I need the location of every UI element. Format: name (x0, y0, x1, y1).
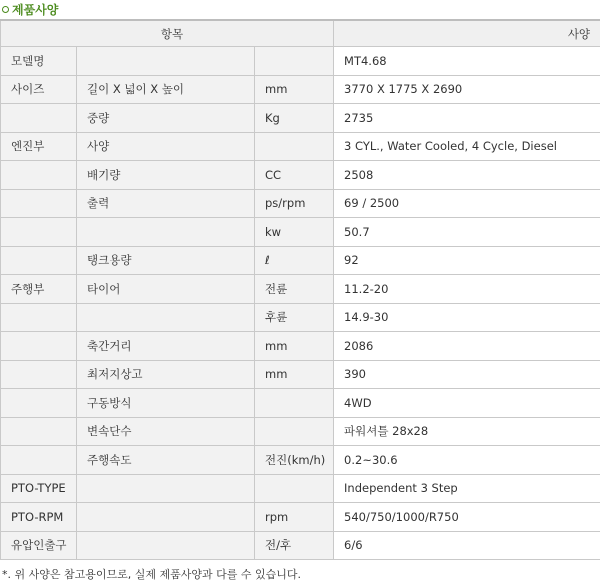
row-c2-cell: 타이어 (77, 275, 255, 304)
row-c2-cell: 길이 X 넓이 X 높이 (77, 75, 255, 104)
row-c1-cell: 엔진부 (1, 132, 77, 161)
row-value-cell: 2735 (334, 104, 600, 133)
header-spec: 사양 (334, 20, 600, 47)
row-c3-cell: 전/후 (255, 531, 334, 560)
row-c3-cell (255, 389, 334, 418)
row-c3-cell: mm (255, 75, 334, 104)
row-value-cell: Independent 3 Step (334, 474, 600, 503)
table-row (1, 503, 600, 532)
table-row (1, 303, 600, 332)
row-c2-cell: 사양 (77, 132, 255, 161)
row-value-cell: 파워셔틀 28x28 (334, 417, 600, 446)
row-value-cell: 4WD (334, 389, 600, 418)
row-c2-cell: 주행속도 (77, 446, 255, 475)
row-c1-cell: PTO-RPM (1, 503, 77, 532)
row-c1-cell (1, 161, 77, 190)
table-row (1, 132, 600, 161)
table-row (1, 47, 600, 76)
row-value-cell: 540/750/1000/R750 (334, 503, 600, 532)
section-title-text: 제품사양 (12, 3, 59, 17)
row-value-cell: 2086 (334, 332, 600, 361)
table-row (1, 189, 600, 218)
row-c1-cell: 유압인출구 (1, 531, 77, 560)
row-c3-cell (255, 474, 334, 503)
row-c1-cell (1, 360, 77, 389)
row-c3-cell: mm (255, 332, 334, 361)
row-c1-cell (1, 332, 77, 361)
row-c2-cell: 최저지상고 (77, 360, 255, 389)
row-c3-cell: kw (255, 218, 334, 247)
row-c1-cell (1, 246, 77, 275)
row-c2-cell (77, 47, 255, 76)
row-value-cell: 3 CYL., Water Cooled, 4 Cycle, Diesel (334, 132, 600, 161)
table-row (1, 332, 600, 361)
row-c3-cell: 전진(km/h) (255, 446, 334, 475)
spec-table (0, 19, 600, 560)
row-c3-cell (255, 417, 334, 446)
row-c1-cell (1, 389, 77, 418)
row-c2-cell: 축간거리 (77, 332, 255, 361)
row-value-cell: 50.7 (334, 218, 600, 247)
row-value-cell: 14.9-30 (334, 303, 600, 332)
section-title (2, 2, 58, 18)
table-row (1, 104, 600, 133)
table-row (1, 275, 600, 304)
table-row (1, 360, 600, 389)
circle-bullet-icon (2, 6, 9, 13)
table-row (1, 161, 600, 190)
table-row (1, 389, 600, 418)
table-row (1, 531, 600, 560)
row-c2-cell (77, 303, 255, 332)
table-header-row (1, 20, 600, 47)
row-c3-cell: CC (255, 161, 334, 190)
table-row (1, 417, 600, 446)
row-c3-cell: 후륜 (255, 303, 334, 332)
row-c2-cell (77, 503, 255, 532)
row-c3-cell: mm (255, 360, 334, 389)
header-item: 항목 (1, 20, 334, 47)
row-c3-cell: Kg (255, 104, 334, 133)
row-c2-cell: 탱크용량 (77, 246, 255, 275)
row-c1-cell (1, 189, 77, 218)
row-c1-cell: 주행부 (1, 275, 77, 304)
row-c2-cell: 구동방식 (77, 389, 255, 418)
row-c1-cell (1, 303, 77, 332)
table-row (1, 75, 600, 104)
row-c1-cell (1, 104, 77, 133)
row-value-cell: 11.2-20 (334, 275, 600, 304)
row-c1-cell (1, 218, 77, 247)
row-c3-cell: ℓ (255, 246, 334, 275)
table-row (1, 446, 600, 475)
row-c2-cell (77, 474, 255, 503)
row-c1-cell: 사이즈 (1, 75, 77, 104)
row-c3-cell (255, 47, 334, 76)
row-c2-cell: 변속단수 (77, 417, 255, 446)
table-row (1, 246, 600, 275)
row-c3-cell: ps/rpm (255, 189, 334, 218)
row-value-cell: 3770 X 1775 X 2690 (334, 75, 600, 104)
row-c3-cell: 전륜 (255, 275, 334, 304)
row-value-cell: 390 (334, 360, 600, 389)
row-c2-cell: 배기량 (77, 161, 255, 190)
row-value-cell: 69 / 2500 (334, 189, 600, 218)
footnote: *. 위 사양은 참고용이므로, 실제 제품사양과 다를 수 있습니다. (2, 568, 301, 581)
row-value-cell: 2508 (334, 161, 600, 190)
row-c2-cell (77, 218, 255, 247)
row-value-cell: 92 (334, 246, 600, 275)
row-c1-cell: 모델명 (1, 47, 77, 76)
table-row (1, 474, 600, 503)
row-c2-cell: 중량 (77, 104, 255, 133)
row-c3-cell (255, 132, 334, 161)
row-value-cell: 0.2~30.6 (334, 446, 600, 475)
row-c2-cell (77, 531, 255, 560)
row-value-cell: MT4.68 (334, 47, 600, 76)
row-c1-cell (1, 446, 77, 475)
table-row (1, 218, 600, 247)
row-value-cell: 6/6 (334, 531, 600, 560)
row-c2-cell: 출력 (77, 189, 255, 218)
row-c1-cell (1, 417, 77, 446)
row-c3-cell: rpm (255, 503, 334, 532)
row-c1-cell: PTO-TYPE (1, 474, 77, 503)
